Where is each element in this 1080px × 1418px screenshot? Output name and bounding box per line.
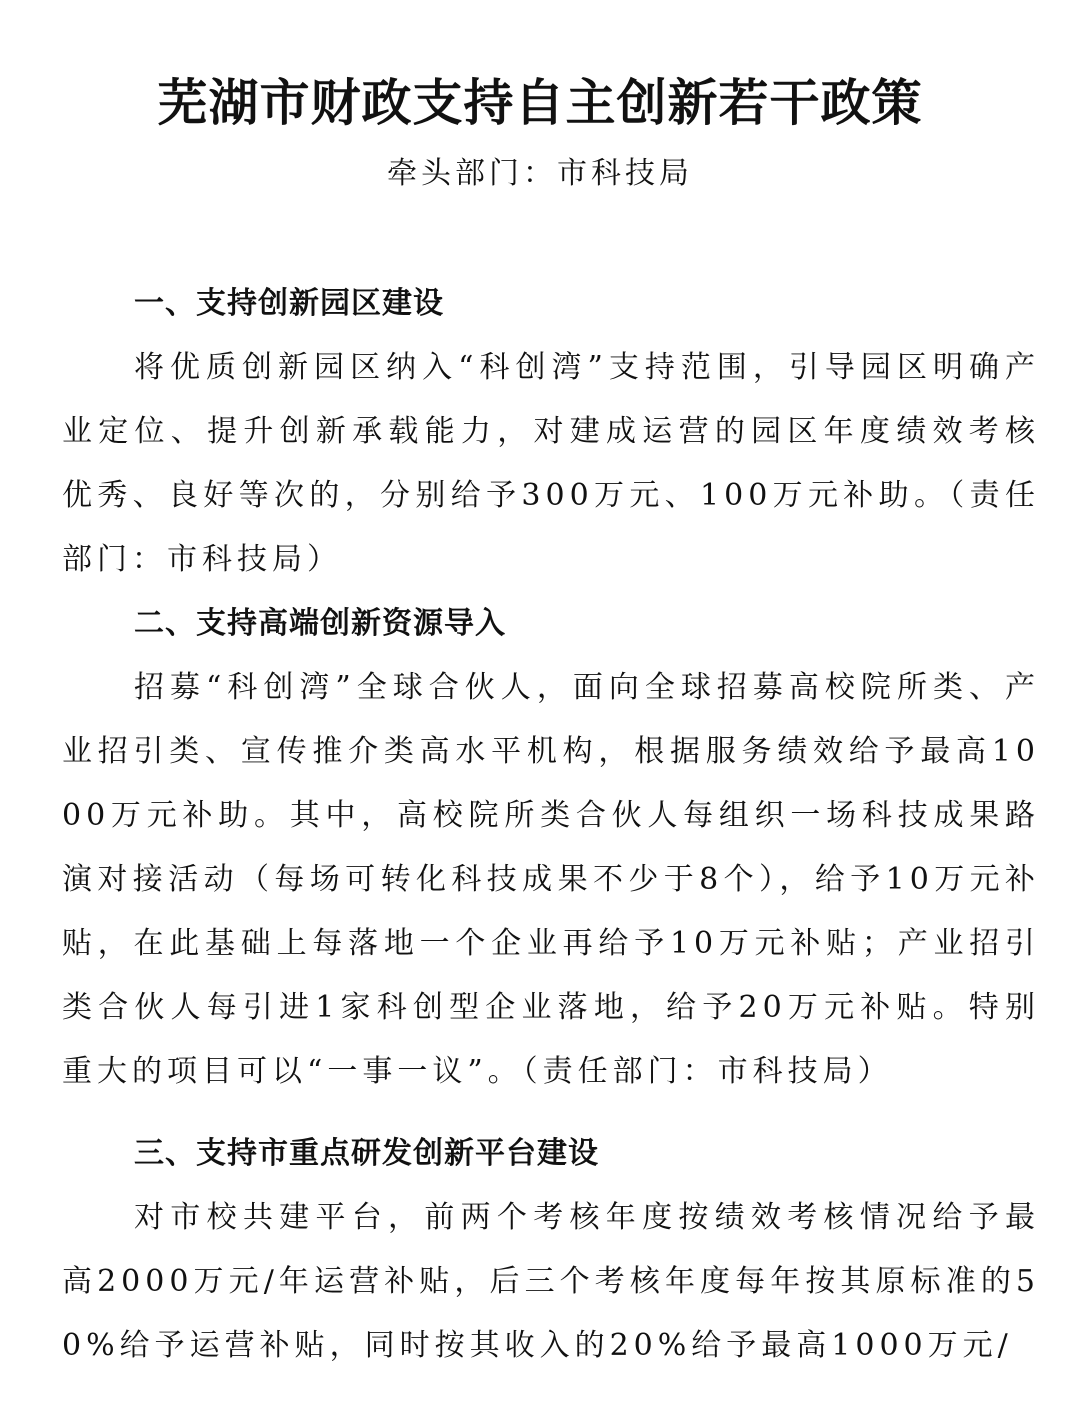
section-body-1: 将优质创新园区纳入“科创湾”支持范围，引导园区明确产业定位、提升创新承载能力，对建成运营的园区年度绩效考核优秀、良好等次的，分别给予300万元、100万元补助。（责任部门：市科技局）	[62, 350, 1040, 577]
policy-body	[62, 272, 1040, 1378]
document-title: 芜湖市财政支持自主创新若干政策	[157, 74, 923, 132]
section-heading-1: 一、支持创新园区建设	[134, 286, 444, 321]
section-heading-2: 二、支持高端创新资源导入	[134, 606, 506, 641]
section-heading-3: 三、支持市重点研发创新平台建设	[134, 1136, 599, 1171]
section-body-3: 对市校共建平台，前两个考核年度按绩效考核情况给予最高2000万元/年运营补贴，后三个考核年度每年按其原标准的50%给予运营补贴，同时按其收入的20%给予最高1000万元/	[62, 1200, 1040, 1363]
section-body-2: 招募“科创湾”全球合伙人，面向全球招募高校院所类、产业招引类、宣传推介类高水平机构，根据服务绩效给予最高1000万元补助。其中，高校院所类合伙人每组织一场科技成果路演对接活动（每场可转化科技成果不少于8个），给予10万元补贴，在此基础上每落地一个企业再给予10万元补贴；产业招引类合伙人每引进1家科创型企业落地，给予20万元补贴。特别重大的项目可以“一事一议”。（责任部门：市科技局）	[62, 670, 1040, 1089]
lead-department: 牵头部门：市科技局	[387, 156, 693, 191]
